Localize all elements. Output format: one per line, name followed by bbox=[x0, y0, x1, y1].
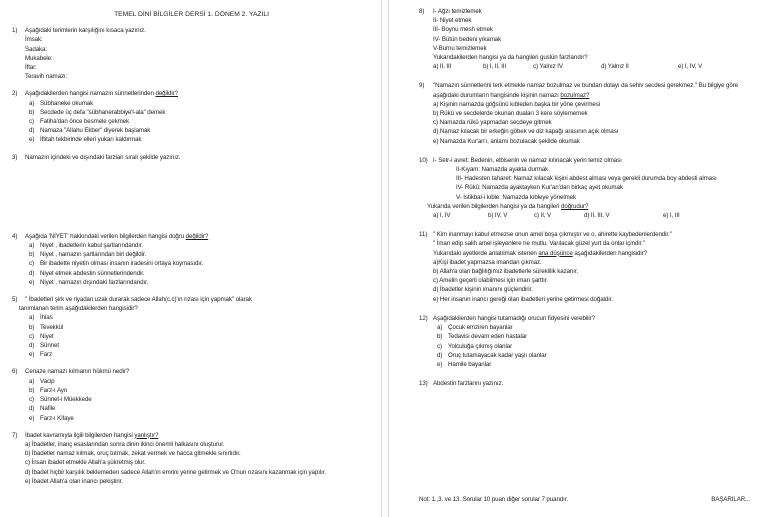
option-text: İhlas bbox=[40, 314, 53, 322]
term-mukabele: Mukabele: bbox=[25, 54, 53, 62]
quote-line1: " Kim inanmayı kabul etmezse onun amel boşa çıkmıştır ve o, ahirette kaybedenlerdendir." bbox=[433, 231, 672, 239]
option-letter: c) bbox=[437, 342, 442, 350]
scoring-note: Not: 1.,3. ve 13. Sorular 10 puan diğer sorular 7 puandır. bbox=[419, 495, 568, 503]
question-number: 3) bbox=[12, 153, 18, 161]
option-e bbox=[29, 350, 371, 359]
option-text: Çocuk emziren bayanlar bbox=[448, 324, 513, 332]
question-number: 5) bbox=[12, 296, 18, 304]
option-letter: a) bbox=[29, 314, 35, 322]
option-letter: b) bbox=[29, 323, 35, 331]
roman-item-2: II- Niyet etmek bbox=[433, 17, 472, 25]
option-b: b) Rükû ve secdelerde okunan duaları 3 kere söylememek bbox=[433, 110, 588, 118]
roman-item-3: III- Boynu mesh etmek bbox=[433, 26, 493, 34]
option-d: d) Namaz kılacak bir erkeğin göbek ve diz kapağı arasının açık olması bbox=[433, 128, 619, 136]
question-text: Aşağıdakilerden hangisi namazın sünnetlerinden değildir? bbox=[25, 90, 178, 98]
option-b: b) İbadetler namaz kılmak, oruç tutmak, zekat vermek ve hacca gitmekle sınırlıdır. bbox=[25, 450, 241, 458]
option-d bbox=[29, 269, 371, 278]
option-letter: a) bbox=[437, 324, 443, 332]
option-e: e) I, III bbox=[663, 212, 680, 220]
option-b: b) Allah'a olan bağlılığımız ibadetlerle süreklilik kazanır. bbox=[433, 268, 579, 276]
question-2 bbox=[12, 89, 371, 144]
question-number: 10) bbox=[419, 156, 428, 164]
question-number: 13) bbox=[419, 380, 428, 388]
question-body bbox=[25, 232, 371, 287]
term-imsak: İmsak: bbox=[25, 36, 43, 44]
option-e: e) I, IV, V bbox=[678, 63, 703, 71]
option-letter: b) bbox=[29, 108, 35, 116]
question-text: Yukarıda verilen bilgilerden hangisi ya da hangileri doğrudur? bbox=[427, 202, 589, 210]
question-12 bbox=[419, 314, 760, 369]
option-b bbox=[29, 108, 371, 117]
option-letter: e) bbox=[29, 414, 35, 422]
option-text: İftitah tekbirinde elleri yukarı kaldırmak bbox=[40, 136, 142, 144]
option-e: e) Her insanın inancı gereği olan ibadetleri yerine getirmesi doğaldır. bbox=[433, 295, 614, 303]
option-letter: e) bbox=[29, 351, 35, 359]
option-letter: a) bbox=[29, 377, 35, 385]
option-letter: c) bbox=[29, 118, 34, 126]
option-text: Oruç tutamayacak kadar yaşlı olanlar bbox=[448, 351, 547, 359]
question-text-line1: "Namazın sünnetlerini terk etmekle namaz bozulmaz ve bundan dolayı da sehiv secdesi gerekmez." Bu bilgiye göre bbox=[433, 82, 738, 90]
option-c bbox=[29, 332, 371, 341]
option-c bbox=[29, 117, 371, 126]
page-title: TEMEL DİNİ BİLGİLER DERSİ 1. DÖNEM 2. YAZILI bbox=[114, 11, 269, 18]
roman-item-4: IV- Bütün bedeni yıkamak bbox=[433, 35, 502, 43]
option-letter: b) bbox=[29, 386, 35, 394]
term-iftar: İftar: bbox=[25, 64, 37, 72]
page-left bbox=[0, 0, 382, 517]
option-a: a)Kişi ibadet yapmazsa imandan çıkmaz. bbox=[433, 258, 542, 266]
question-number: 11) bbox=[419, 231, 428, 239]
option-e bbox=[437, 360, 760, 369]
option-c: c) İnsan ibadet etmekle Allah'a şükretmiş olur. bbox=[25, 459, 146, 467]
option-text: Farz-ı Ayn bbox=[40, 386, 68, 394]
question-7 bbox=[12, 431, 371, 486]
question-body bbox=[25, 26, 371, 81]
option-letter: d) bbox=[29, 405, 35, 413]
option-letter: c) bbox=[29, 332, 34, 340]
option-letter: e) bbox=[437, 360, 443, 368]
option-d bbox=[29, 126, 371, 135]
option-text: Sübhaneke okumak bbox=[40, 99, 94, 107]
option-letter: b) bbox=[29, 251, 35, 259]
option-letter: a) bbox=[29, 99, 35, 107]
option-text: Yolculuğa çıkmış olanlar bbox=[448, 342, 513, 350]
roman-item-1: I- Ağzı temizlemek bbox=[433, 8, 482, 15]
question-body bbox=[25, 153, 371, 162]
question-text-line2: aşağıdaki durumların hangisinde kişinin namazı bozulmaz? bbox=[433, 91, 590, 99]
quote-line2: " İman edip salih amel işleyenlere ne mutlu. Varılacak güzel yurt da onlar içindir." bbox=[433, 240, 645, 248]
question-body bbox=[25, 89, 371, 144]
option-letter: d) bbox=[29, 269, 35, 277]
question-body bbox=[433, 81, 760, 145]
option-text: Hamile bayanlar bbox=[448, 360, 492, 368]
roman-item-1: I- Setr-i avret: Bedenin, elbisenin ve namaz kılınacak yerin temiz olması bbox=[433, 156, 622, 164]
question-text: Aşağıdaki terimlerin karşılığını kısaca yazınız. bbox=[25, 27, 146, 35]
page-footer bbox=[419, 495, 750, 504]
option-c: c) Amelin geçerli olabilmesi için iman şarttır. bbox=[433, 277, 548, 285]
option-c: c) II, V bbox=[534, 212, 552, 220]
option-e: e) Namazda Kur'an'ı, anlamı bozulacak şekilde okumak bbox=[433, 137, 580, 145]
option-c: c) Yalnız IV bbox=[533, 63, 563, 71]
option-a: a) İbadetler, inanç esaslarından sonra dinin ikinci önemli halkasını oluşturur. bbox=[25, 440, 225, 448]
option-e bbox=[29, 414, 371, 423]
roman-item-5: V-Burnu temizlemek bbox=[433, 44, 487, 52]
option-text: Niyet , namazın şartlarından biri değildir. bbox=[40, 251, 147, 259]
good-luck-text: BAŞARILAR... bbox=[711, 495, 750, 503]
question-body bbox=[433, 7, 760, 71]
question-body bbox=[433, 379, 760, 388]
option-letter: d) bbox=[29, 342, 35, 350]
underlined-word: bozulmaz? bbox=[560, 91, 590, 99]
option-a bbox=[29, 99, 371, 108]
option-e bbox=[29, 278, 371, 287]
option-d bbox=[29, 341, 371, 350]
question-number: 4) bbox=[12, 232, 18, 240]
question-11 bbox=[419, 230, 760, 304]
option-b bbox=[29, 386, 371, 395]
option-d: d) İbadetler kişinin imanını güçlendirir. bbox=[433, 286, 533, 294]
question-3 bbox=[12, 153, 371, 162]
term-sadaka: Sadaka: bbox=[25, 45, 48, 53]
underlined-word: yanlıştır? bbox=[134, 431, 159, 439]
option-text: Tedavisi devam eden hastalar bbox=[448, 333, 528, 341]
question-text-line1: '' İbadetleri şirk ve riyadan uzak durarak sadece Allah(c.c)'ın rızası için yapmak'' olarak bbox=[25, 296, 252, 304]
option-text: Vacip bbox=[40, 377, 55, 385]
roman-item-5: V- İstikbal-i kıble: Namazda kıbleye yönelmek bbox=[456, 193, 576, 201]
question-13 bbox=[419, 379, 760, 388]
option-c bbox=[437, 342, 760, 351]
question-number: 7) bbox=[12, 431, 18, 439]
question-body bbox=[433, 314, 760, 369]
option-text: Niyet etmek abdestin sünnetlerindendir. bbox=[40, 269, 145, 277]
question-number: 12) bbox=[419, 314, 428, 322]
options-row bbox=[433, 62, 760, 71]
question-number: 9) bbox=[419, 82, 425, 90]
option-letter: d) bbox=[29, 127, 35, 135]
roman-item-4: IV- Rükû: Namazda ayaktayken Kur'an'dan birkaç ayet okumak bbox=[456, 184, 623, 192]
option-d bbox=[437, 351, 760, 360]
option-text: Niyet , namazın dışındaki farzlarındandır. bbox=[40, 278, 149, 286]
question-body bbox=[25, 431, 371, 486]
option-d: d) II, III, V bbox=[584, 212, 610, 220]
question-8 bbox=[419, 7, 760, 71]
option-text: Namaza "Allahu Ekber" diyerek başlamak bbox=[40, 127, 151, 135]
question-text-line2: tanımlanan terim aşağıdakilerden hangisidir? bbox=[19, 305, 138, 313]
option-text: Niyet bbox=[40, 332, 54, 340]
option-letter: b) bbox=[437, 333, 443, 341]
option-text: Bir ibadette niyetin olması insanın iradesini ortaya koymasıdır. bbox=[40, 260, 204, 268]
option-b bbox=[437, 332, 760, 341]
question-body bbox=[433, 230, 760, 304]
option-c: c) Namazda rükû yapmadan secdeye gitmek bbox=[433, 119, 552, 127]
options-row bbox=[433, 211, 760, 220]
option-d: d) Yalnız II bbox=[601, 63, 629, 71]
option-a bbox=[29, 313, 371, 322]
question-body bbox=[427, 156, 760, 220]
option-d: d) İbadet hiçbir karşılık beklemeden sadece Allah'ın emrini yerine getirmek ve O'nun rızasını kazanmak için yapılır. bbox=[25, 468, 326, 476]
question-10 bbox=[419, 156, 760, 220]
question-1 bbox=[12, 26, 371, 81]
option-text: Sünnet-i Müekkede bbox=[40, 396, 92, 404]
option-c bbox=[29, 259, 371, 268]
underlined-phrase: ana düşünce bbox=[538, 249, 573, 257]
option-b: b) I, II, III bbox=[483, 63, 507, 71]
question-text: Cenaze namazı kılmanın hükmü nedir? bbox=[25, 368, 130, 376]
underlined-word: değildir? bbox=[185, 232, 209, 240]
option-b bbox=[29, 250, 371, 259]
roman-item-3: III- Hadesten taharet: Namaz kılacak kişini abdest alması veya gerekli durumda boy abdesti alması bbox=[456, 175, 717, 183]
option-text: Farz-ı Kifaye bbox=[40, 414, 74, 422]
option-letter: c) bbox=[29, 396, 34, 404]
option-text: Tevekkül bbox=[40, 323, 64, 331]
option-a bbox=[29, 241, 371, 250]
option-letter: d) bbox=[437, 351, 443, 359]
option-a: a) II, III bbox=[433, 63, 452, 71]
option-letter: e) bbox=[29, 278, 35, 286]
option-e bbox=[29, 135, 371, 144]
question-6 bbox=[12, 367, 371, 422]
question-text: Namazın içindeki ve dışındaki farzları sıralı şekilde yazınız. bbox=[25, 153, 181, 161]
option-a bbox=[437, 323, 760, 332]
question-text: Aşağıdakilerden hangisi tutamadığı orucun fidyesini verebilir? bbox=[433, 314, 595, 322]
question-number: 8) bbox=[419, 8, 425, 15]
question-text: İbadet kavramıyla ilgili bilgilerden hangisi yanlıştır? bbox=[25, 431, 159, 439]
question-number: 2) bbox=[12, 90, 18, 98]
option-letter: c) bbox=[29, 260, 34, 268]
question-body bbox=[25, 367, 371, 422]
option-text: Niyet , ibadetlerin kabul şartlarındandır. bbox=[40, 242, 144, 250]
option-e: e) İbadet Allah'a olan inancı pekiştirir. bbox=[25, 477, 123, 485]
underlined-word: değildir? bbox=[155, 90, 178, 98]
roman-item-2: II-Kıyam: Namazda ayakta durmak bbox=[456, 166, 549, 174]
question-text: Aşağıda 'NİYET' hakkındaki verilen bilgilerden hangisi doğru değildir? bbox=[25, 232, 209, 240]
question-text: Yukarıdakilerden hangisi ya da hangileri guslün farzlarıdır? bbox=[433, 54, 588, 62]
option-d bbox=[29, 404, 371, 413]
question-text: Abdestin farzlarını yazınız. bbox=[433, 380, 504, 388]
option-text: Nafile bbox=[40, 405, 56, 413]
question-4 bbox=[12, 232, 371, 287]
question-9 bbox=[419, 81, 760, 145]
option-text: Farz bbox=[40, 351, 52, 359]
option-text: Sünnet bbox=[40, 342, 60, 350]
option-a: a) Kişinin namazda göğsünü kıbleden başka bir yöne çevirmesi bbox=[433, 100, 601, 108]
option-text: Fatiha'dan önce besmele çekmek bbox=[40, 118, 129, 126]
question-5 bbox=[12, 295, 371, 359]
option-b bbox=[29, 323, 371, 332]
term-teravih: Teravih namazı: bbox=[25, 73, 68, 81]
question-body bbox=[19, 295, 371, 359]
underlined-word: doğrudur? bbox=[561, 202, 589, 210]
option-text: Secdede üç defa "sübhanerabbiye'l-ala" demek bbox=[40, 108, 166, 116]
option-b: b) IV, V bbox=[488, 212, 508, 220]
question-number: 1) bbox=[12, 27, 18, 35]
option-a: a) I, IV bbox=[433, 212, 451, 220]
option-a bbox=[29, 377, 371, 386]
page-right bbox=[388, 0, 768, 517]
question-number: 6) bbox=[12, 368, 18, 376]
question-text: Yukarıdaki ayetlerde anlatılmak istenen ana düşünce aşağıdakilerden hangisidir? bbox=[433, 249, 647, 257]
option-letter: e) bbox=[29, 136, 35, 144]
option-c bbox=[29, 395, 371, 404]
option-letter: a) bbox=[29, 242, 35, 250]
